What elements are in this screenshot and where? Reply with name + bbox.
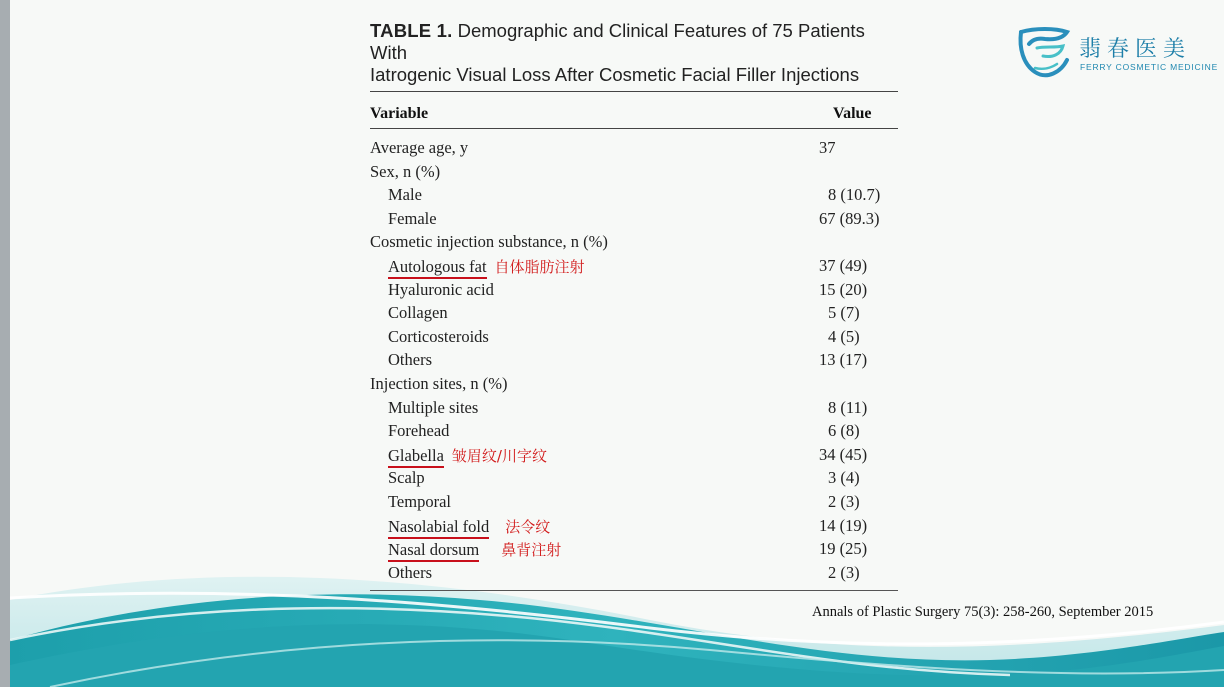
table-row — [370, 516, 898, 540]
table-row — [370, 209, 898, 233]
row-label: Corticosteroids — [388, 326, 489, 346]
row-label: Male — [388, 185, 422, 205]
table-title — [370, 20, 898, 86]
row-value: 4 (5) — [828, 326, 860, 346]
row-value: 5 (7) — [828, 303, 860, 323]
chinese-annotation: 自体脂肪注射 — [494, 257, 585, 276]
row-label: Sex, n (%) — [370, 161, 441, 181]
row-value: 3 (4) — [828, 468, 860, 488]
table-row — [370, 374, 898, 398]
table-row — [370, 421, 898, 445]
row-value: 13 (17) — [819, 350, 868, 370]
row-value: 8 (10.7) — [828, 185, 881, 205]
table-row — [370, 563, 898, 587]
row-label: Average age, y — [370, 138, 469, 157]
table-row — [370, 492, 898, 516]
row-label: Multiple sites — [388, 397, 479, 417]
row-label: Others — [388, 350, 432, 370]
chinese-annotation: 皱眉纹/川字纹 — [451, 446, 547, 465]
row-value: 67 (89.3) — [819, 208, 880, 228]
row-label: Temporal — [388, 491, 451, 511]
red-underline-label: Nasal dorsum — [388, 540, 479, 562]
row-label: Injection sites, n (%) — [370, 373, 508, 393]
row-label-annotated — [388, 445, 547, 466]
red-underline-label: Glabella — [388, 446, 444, 468]
table-row — [370, 327, 898, 351]
brand-name-en: FERRY COSMETIC MEDICINE — [1080, 62, 1219, 72]
table-title-line2: Iatrogenic Visual Loss After Cosmetic Facial Filler Injections — [370, 64, 860, 85]
table-row — [370, 539, 898, 563]
table-row — [370, 468, 898, 492]
chinese-annotation: 法令纹 — [505, 517, 551, 536]
row-value: 2 (3) — [828, 491, 860, 511]
slide — [10, 0, 1224, 687]
table-header — [370, 92, 898, 127]
header-variable: Variable — [370, 105, 429, 122]
brand-logo — [1015, 24, 1219, 84]
brand-name-cn: 翡春医美 — [1079, 37, 1192, 62]
table-row — [370, 398, 898, 422]
row-label: Cosmetic injection substance, n (%) — [370, 232, 608, 252]
table-1 — [370, 20, 898, 591]
row-label: Collagen — [388, 303, 448, 323]
table-row — [370, 350, 898, 374]
row-label: Hyaluronic acid — [388, 279, 494, 299]
row-label-annotated — [388, 539, 561, 560]
row-value: 8 (11) — [828, 397, 868, 417]
table-row — [370, 445, 898, 469]
table-row — [370, 280, 898, 304]
table-row — [370, 256, 898, 280]
row-label: Forehead — [388, 421, 450, 441]
table-row — [370, 232, 898, 256]
table-row — [370, 138, 898, 162]
table-row — [370, 162, 898, 186]
row-value: 15 (20) — [819, 279, 868, 299]
row-label: Female — [388, 208, 437, 228]
red-underline-label: Autologous fat — [388, 257, 487, 279]
row-value: 34 (45) — [819, 444, 868, 464]
table-row — [370, 303, 898, 327]
slide-left-edge — [0, 0, 10, 687]
row-value: 19 (25) — [819, 539, 868, 559]
header-value: Value — [833, 105, 872, 122]
row-label-annotated — [388, 516, 550, 537]
row-value: 2 (3) — [828, 562, 860, 582]
table-number: TABLE 1. — [370, 20, 453, 41]
row-value: 37 — [819, 138, 836, 157]
table-bottom-rule — [370, 590, 898, 591]
row-value: 37 (49) — [819, 255, 868, 275]
red-underline-label: Nasolabial fold — [388, 517, 489, 539]
table-title-line1: Demographic and Clinical Features of 75 Patients With — [370, 20, 865, 63]
row-value: 14 (19) — [819, 515, 868, 535]
row-label: Others — [388, 562, 432, 582]
chinese-annotation: 鼻背注射 — [501, 541, 562, 560]
row-label-annotated — [388, 256, 585, 277]
row-label: Scalp — [388, 468, 425, 488]
table-body — [370, 129, 898, 586]
row-value: 6 (8) — [828, 421, 860, 441]
table-row — [370, 185, 898, 209]
citation: Annals of Plastic Surgery 75(3): 258-260, September 2015 — [812, 604, 1154, 620]
brand-logo-icon — [1015, 24, 1075, 80]
